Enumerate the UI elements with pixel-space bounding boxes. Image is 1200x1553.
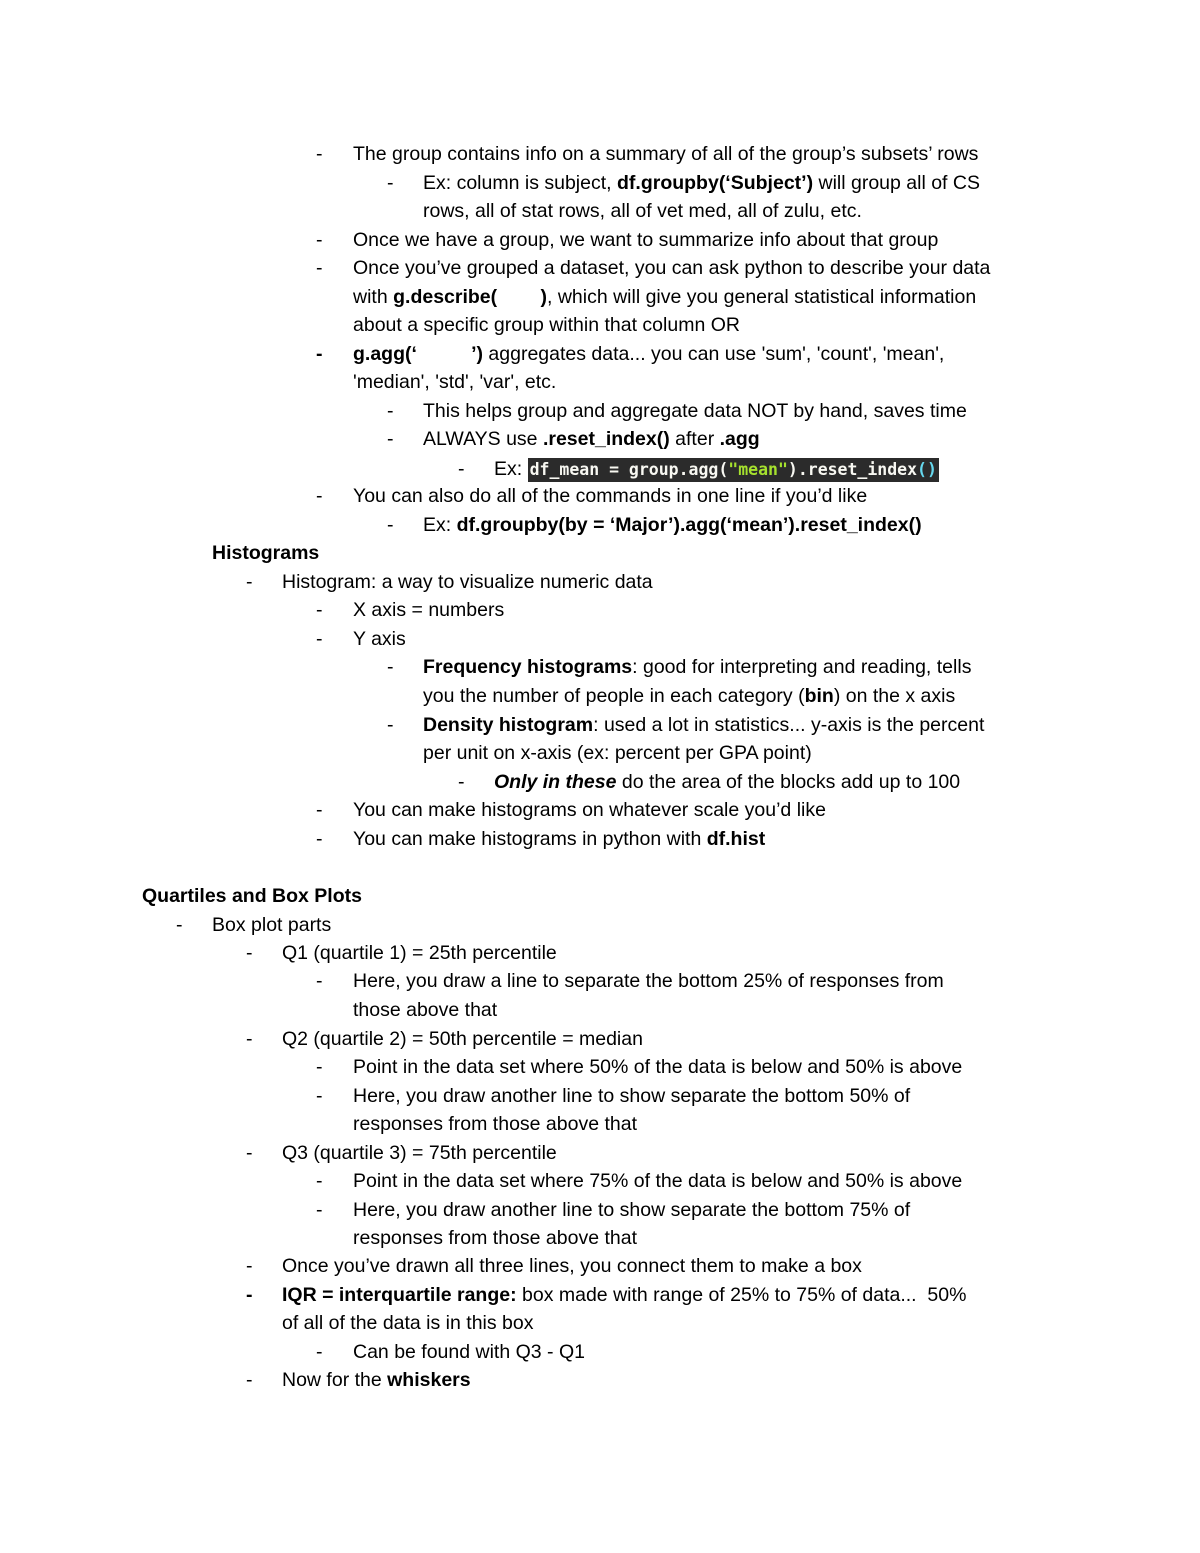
text-run: do the area of the blocks add up to 100 bbox=[616, 771, 961, 793]
list-item bbox=[0, 340, 1200, 369]
bullet-dash: - bbox=[387, 172, 394, 194]
bullet-dash: - bbox=[316, 1199, 323, 1221]
list-item-text: 'median', 'std', 'var', etc. bbox=[353, 371, 557, 393]
bullet-dash: - bbox=[316, 1341, 323, 1363]
list-item bbox=[0, 825, 1200, 854]
text-run: , which will give you general statistical information bbox=[546, 286, 977, 308]
bullet-dash: - bbox=[316, 828, 323, 850]
text-run: : good for interpreting and reading, tells bbox=[632, 656, 972, 678]
bullet-dash: - bbox=[316, 628, 323, 650]
bullet-dash: - bbox=[316, 970, 323, 992]
list-item bbox=[0, 711, 1200, 740]
list-item-text: responses from those above that bbox=[353, 1227, 637, 1249]
list-item-text bbox=[423, 425, 760, 454]
bullet-dash: - bbox=[316, 229, 323, 251]
list-item bbox=[0, 596, 1200, 625]
list-item-text: about a specific group within that column OR bbox=[353, 314, 740, 336]
text-run: You can make histograms in python with bbox=[353, 828, 707, 850]
list-item-continuation bbox=[0, 682, 1200, 711]
text-run: ALWAYS use bbox=[423, 428, 543, 450]
list-item bbox=[0, 911, 1200, 940]
text-run: after bbox=[669, 428, 720, 450]
list-item-continuation bbox=[0, 1224, 1200, 1253]
text-run: you the number of people in each category ( bbox=[423, 685, 805, 707]
term-text: IQR = interquartile range: bbox=[282, 1284, 517, 1306]
list-item bbox=[0, 455, 1200, 484]
list-item bbox=[0, 1196, 1200, 1225]
code-text: df.groupby(by = ‘Major’).agg(‘mean’).reset_index() bbox=[456, 514, 922, 536]
list-item bbox=[0, 169, 1200, 198]
bullet-dash: - bbox=[316, 799, 323, 821]
text-run: box made with range of 25% to 75% of data... 50% bbox=[516, 1284, 967, 1306]
bullet-dash: - bbox=[316, 143, 323, 165]
text-run: will group all of CS bbox=[813, 172, 980, 194]
list-item bbox=[0, 967, 1200, 996]
bullet-dash: - bbox=[246, 942, 253, 964]
list-item-continuation bbox=[0, 1309, 1200, 1338]
section-heading-row bbox=[0, 539, 1200, 568]
code-text: g.agg(‘ ’) bbox=[353, 343, 483, 365]
list-item bbox=[0, 1139, 1200, 1168]
list-item-text: Can be found with Q3 - Q1 bbox=[353, 1341, 585, 1363]
list-item-text: Once you’ve drawn all three lines, you connect them to make a box bbox=[282, 1255, 862, 1277]
list-item-text: This helps group and aggregate data NOT by hand, saves time bbox=[423, 400, 967, 422]
list-item bbox=[0, 140, 1200, 169]
bullet-dash: - bbox=[246, 1284, 253, 1306]
bullet-dash: - bbox=[246, 1369, 253, 1391]
list-item bbox=[0, 1025, 1200, 1054]
text-run: with bbox=[353, 286, 394, 308]
list-item-text: Here, you draw another line to show separate the bottom 50% of bbox=[353, 1085, 911, 1107]
text-run: ) on the x axis bbox=[833, 685, 956, 707]
bullet-dash: - bbox=[458, 771, 465, 793]
list-item-text: Point in the data set where 50% of the data is below and 50% is above bbox=[353, 1056, 963, 1078]
list-item-text bbox=[423, 511, 922, 540]
bullet-dash: - bbox=[316, 343, 323, 365]
list-item-text: per unit on x-axis (ex: percent per GPA point) bbox=[423, 742, 812, 764]
term-text: Density histogram bbox=[423, 714, 594, 736]
list-item-text bbox=[423, 169, 980, 198]
list-item-text: Box plot parts bbox=[212, 914, 332, 936]
list-item-text bbox=[494, 455, 939, 485]
list-item bbox=[0, 568, 1200, 597]
list-item bbox=[0, 768, 1200, 797]
bullet-dash: - bbox=[176, 914, 183, 936]
code-text: df.hist bbox=[706, 828, 766, 850]
list-item-text: Once you’ve grouped a dataset, you can ask python to describe your data bbox=[353, 257, 991, 279]
list-item-text: responses from those above that bbox=[353, 1113, 637, 1135]
bullet-dash: - bbox=[246, 1028, 253, 1050]
list-item-continuation bbox=[0, 197, 1200, 226]
list-item-text: those above that bbox=[353, 999, 498, 1021]
list-item-continuation bbox=[0, 1110, 1200, 1139]
bullet-dash: - bbox=[387, 714, 394, 736]
code-text: g.describe( ) bbox=[393, 286, 547, 308]
list-item-text: X axis = numbers bbox=[353, 599, 505, 621]
list-item-text bbox=[423, 711, 984, 740]
bullet-dash: - bbox=[387, 400, 394, 422]
text-run: Ex: bbox=[494, 458, 528, 480]
list-item-text bbox=[353, 825, 765, 854]
list-item bbox=[0, 1053, 1200, 1082]
list-item-text bbox=[423, 682, 955, 711]
list-item-text: Q3 (quartile 3) = 75th percentile bbox=[282, 1142, 557, 1164]
list-item-text: of all of the data is in this box bbox=[282, 1312, 534, 1334]
list-item-text: Here, you draw a line to separate the bottom 25% of responses from bbox=[353, 970, 944, 992]
list-item bbox=[0, 625, 1200, 654]
list-item-text bbox=[423, 653, 971, 682]
list-item-text: rows, all of stat rows, all of vet med, all of zulu, etc. bbox=[423, 200, 862, 222]
text-run: Ex: column is subject, bbox=[423, 172, 617, 194]
list-item-continuation bbox=[0, 311, 1200, 340]
term-text: whiskers bbox=[387, 1369, 471, 1391]
emphasis-text: Only in these bbox=[494, 771, 617, 793]
code-token: ).reset_index bbox=[787, 460, 918, 479]
bullet-dash: - bbox=[387, 656, 394, 678]
section-heading-histograms: Histograms bbox=[212, 542, 320, 564]
list-item-continuation bbox=[0, 996, 1200, 1025]
list-item bbox=[0, 653, 1200, 682]
list-item bbox=[0, 482, 1200, 511]
list-item-continuation bbox=[0, 739, 1200, 768]
bullet-dash: - bbox=[387, 514, 394, 536]
list-item-text: Y axis bbox=[353, 628, 406, 650]
list-item bbox=[0, 511, 1200, 540]
list-item bbox=[0, 1338, 1200, 1367]
bullet-dash: - bbox=[246, 1255, 253, 1277]
list-item-text: Point in the data set where 75% of the data is below and 50% is above bbox=[353, 1170, 963, 1192]
bullet-dash: - bbox=[458, 458, 465, 480]
code-text: df.groupby(‘Subject’) bbox=[617, 172, 814, 194]
bullet-dash: - bbox=[316, 1085, 323, 1107]
list-item bbox=[0, 796, 1200, 825]
list-item-text: Q2 (quartile 2) = 50th percentile = median bbox=[282, 1028, 643, 1050]
list-item bbox=[0, 425, 1200, 454]
list-item-text bbox=[282, 1281, 966, 1310]
text-run: Ex: bbox=[423, 514, 457, 536]
list-item bbox=[0, 226, 1200, 255]
text-run: Now for the bbox=[282, 1369, 388, 1391]
term-text: bin bbox=[804, 685, 834, 707]
section-heading-row bbox=[0, 882, 1200, 911]
list-item-text: Here, you draw another line to show separate the bottom 75% of bbox=[353, 1199, 911, 1221]
bullet-dash: - bbox=[316, 599, 323, 621]
code-paren-token: () bbox=[917, 460, 937, 479]
list-item-continuation bbox=[0, 283, 1200, 312]
list-item-text: You can also do all of the commands in one line if you’d like bbox=[353, 485, 868, 507]
list-item-continuation bbox=[0, 368, 1200, 397]
bullet-dash: - bbox=[316, 257, 323, 279]
bullet-dash: - bbox=[246, 571, 253, 593]
list-item-text: Q1 (quartile 1) = 25th percentile bbox=[282, 942, 557, 964]
code-snippet bbox=[528, 458, 939, 482]
list-item-text bbox=[353, 283, 976, 312]
list-item bbox=[0, 1366, 1200, 1395]
bullet-dash: - bbox=[316, 1170, 323, 1192]
code-token: df_mean = group.agg( bbox=[529, 460, 729, 479]
term-text: Frequency histograms bbox=[423, 656, 633, 678]
code-text: .reset_index() bbox=[542, 428, 670, 450]
list-item-text: Once we have a group, we want to summarize info about that group bbox=[353, 229, 939, 251]
list-item bbox=[0, 1281, 1200, 1310]
bullet-dash: - bbox=[387, 428, 394, 450]
list-item-text: Histogram: a way to visualize numeric data bbox=[282, 571, 653, 593]
list-item bbox=[0, 1082, 1200, 1111]
text-run: : used a lot in statistics... y-axis is the percent bbox=[593, 714, 985, 736]
list-item-text: You can make histograms on whatever scale you’d like bbox=[353, 799, 826, 821]
list-item-text bbox=[353, 340, 944, 369]
list-item-text: The group contains info on a summary of all of the group’s subsets’ rows bbox=[353, 143, 979, 165]
code-string-token: "mean" bbox=[728, 460, 788, 479]
list-item bbox=[0, 397, 1200, 426]
list-item bbox=[0, 939, 1200, 968]
list-item bbox=[0, 254, 1200, 283]
bullet-dash: - bbox=[246, 1142, 253, 1164]
code-text: .agg bbox=[719, 428, 760, 450]
text-run: aggregates data... you can use 'sum', 'count', 'mean', bbox=[483, 343, 945, 365]
list-item-text bbox=[494, 768, 960, 797]
list-item bbox=[0, 1167, 1200, 1196]
bullet-dash: - bbox=[316, 485, 323, 507]
list-item-text bbox=[282, 1366, 471, 1395]
list-item bbox=[0, 1252, 1200, 1281]
section-heading-box-plots: Quartiles and Box Plots bbox=[142, 885, 362, 907]
bullet-dash: - bbox=[316, 1056, 323, 1078]
